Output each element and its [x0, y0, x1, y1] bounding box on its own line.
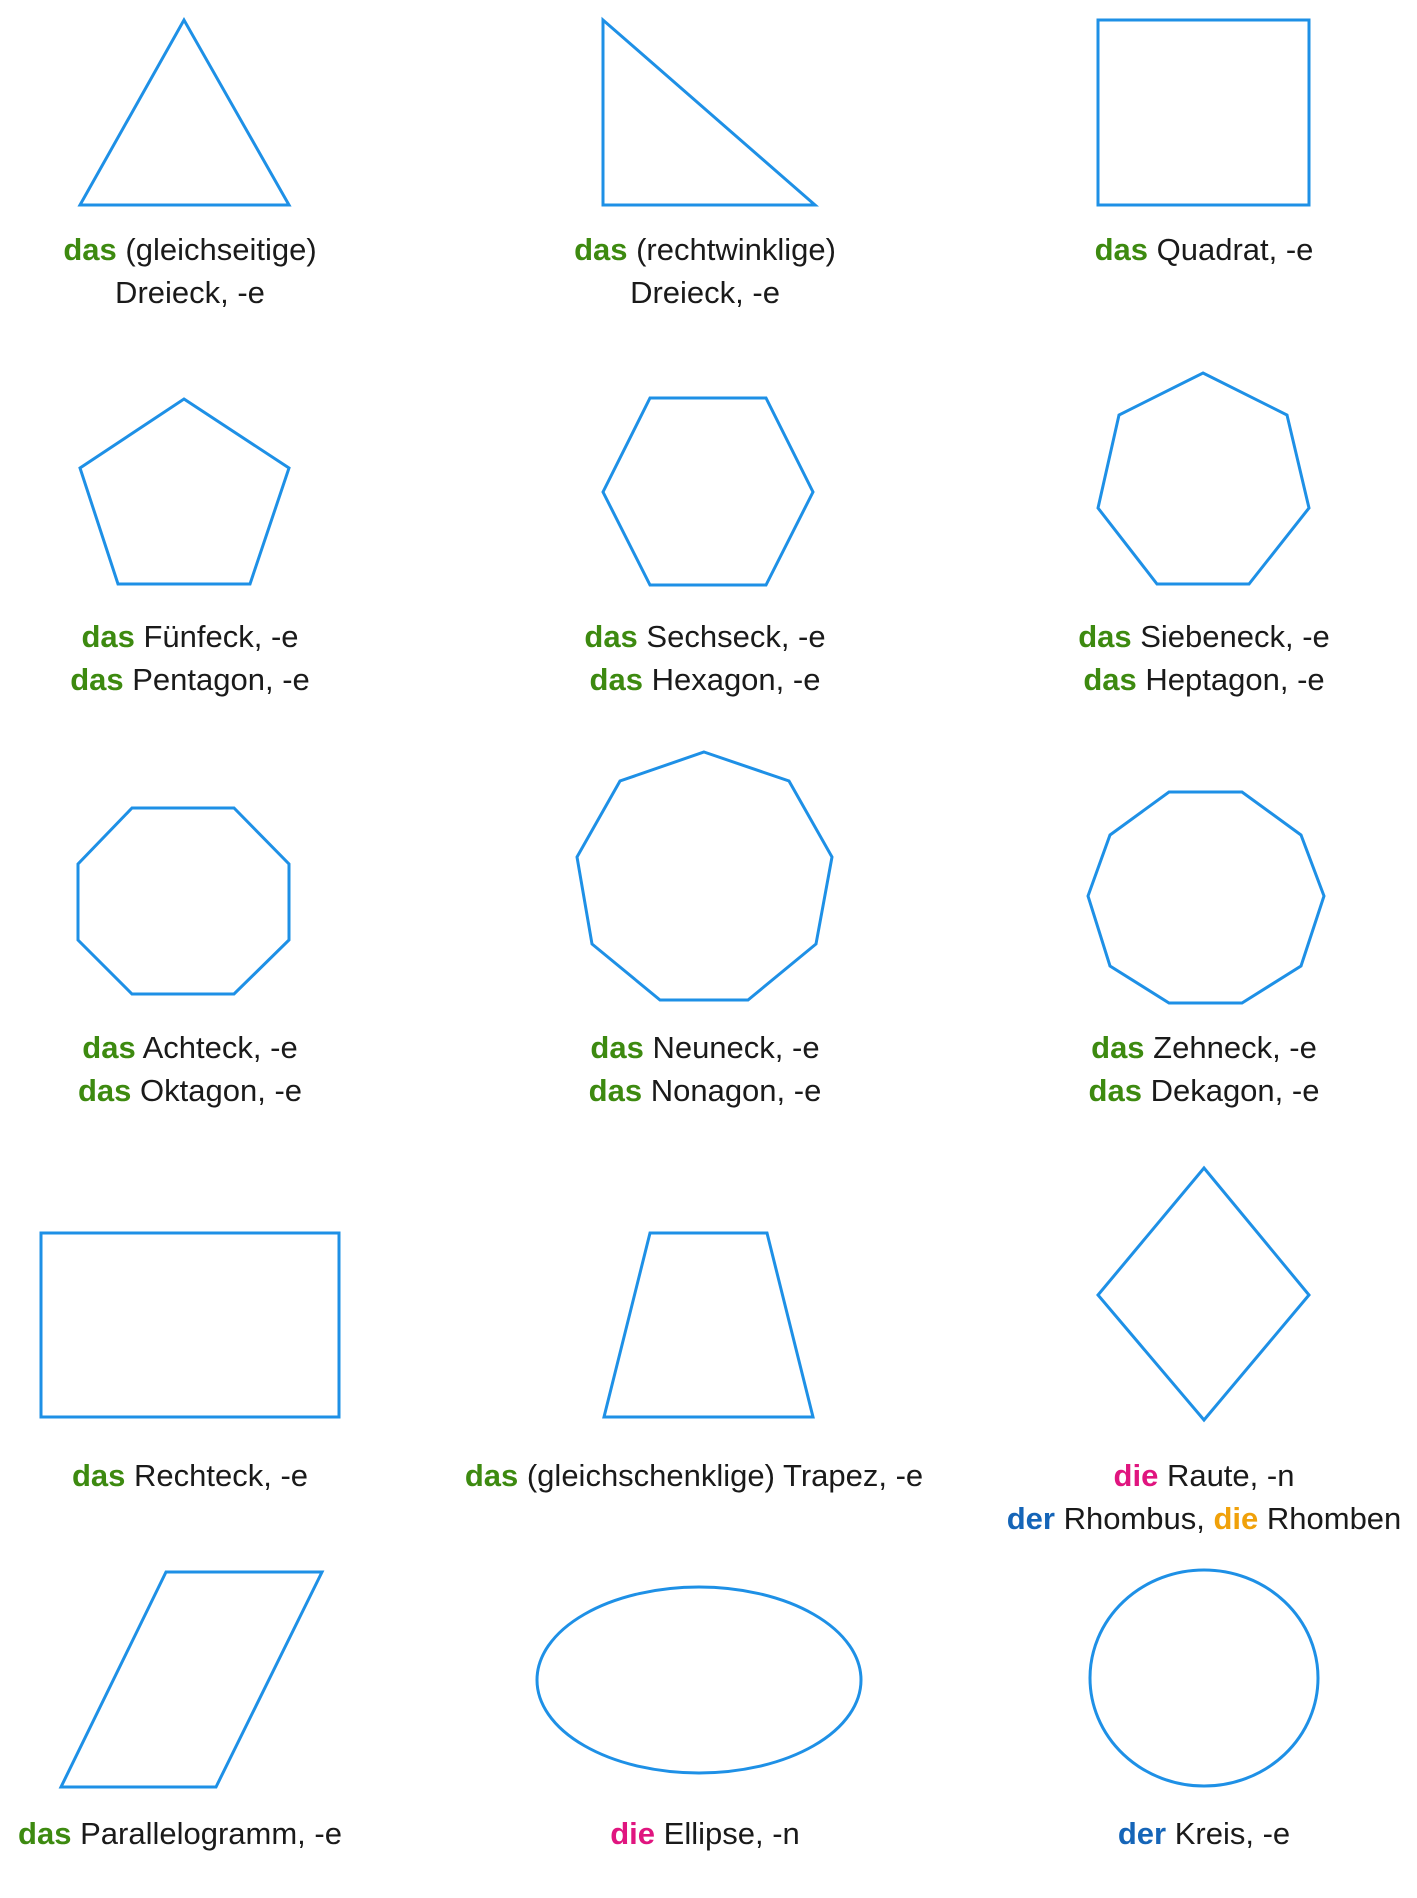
article: das: [584, 619, 638, 654]
label-triangle-right: [574, 228, 836, 314]
article: das: [574, 232, 628, 267]
label-line: [70, 615, 310, 658]
label-line: [1007, 1454, 1402, 1497]
label-pentagon: [70, 615, 310, 701]
article: das: [77, 1073, 132, 1108]
label-line: [1078, 615, 1330, 658]
trapezoid-shape: [604, 1233, 813, 1417]
noun-text: Sechseck, -e: [637, 619, 826, 654]
noun-text: Zehneck, -e: [1144, 1030, 1317, 1065]
label-rhombus: [1007, 1454, 1402, 1540]
article: die: [1113, 1458, 1159, 1493]
article: das: [1088, 1073, 1142, 1108]
article: der: [1117, 1816, 1167, 1851]
article: das: [1078, 619, 1132, 654]
article: das: [18, 1816, 72, 1851]
label-line: [1007, 1497, 1402, 1540]
article: das: [589, 662, 643, 697]
article: das: [81, 619, 135, 654]
label-square: [1095, 228, 1314, 271]
label-line: [574, 271, 836, 314]
noun-text: Raute, -n: [1158, 1458, 1295, 1493]
nonagon-shape: [577, 752, 832, 1000]
label-line: [1118, 1812, 1290, 1855]
heptagon-shape: [1098, 373, 1309, 584]
noun-text: Pentagon, -e: [123, 662, 310, 697]
square-shape: [1098, 20, 1309, 205]
label-hexagon: [584, 615, 825, 701]
label-octagon: [78, 1026, 302, 1112]
hexagon-shape: [603, 398, 813, 585]
label-line: [63, 271, 316, 314]
noun-text: Fünfeck, -e: [134, 619, 299, 654]
noun-text: Rhomben: [1258, 1501, 1402, 1536]
noun-text: Nonagon, -e: [642, 1073, 822, 1108]
noun-text: (gleichschenklige) Trapez, -e: [518, 1458, 924, 1493]
noun-text: Oktagon, -e: [131, 1073, 303, 1108]
label-line: [465, 1454, 923, 1497]
label-ellipse: [610, 1812, 800, 1855]
article: das: [71, 1458, 126, 1493]
noun-text: Siebeneck, -e: [1131, 619, 1330, 654]
article: die: [610, 1816, 656, 1851]
label-line: [1078, 658, 1330, 701]
label-line: [78, 1026, 302, 1069]
label-line: [589, 1069, 822, 1112]
noun-text: Dreieck, -e: [115, 275, 265, 310]
label-line: [574, 228, 836, 271]
label-trapezoid: [465, 1454, 923, 1497]
circle-shape: [1090, 1570, 1318, 1786]
ellipse-shape: [537, 1587, 861, 1773]
noun-text: Parallelogramm, -e: [71, 1816, 342, 1851]
article: die: [1213, 1501, 1259, 1536]
noun-text: (rechtwinklige): [627, 232, 836, 267]
article: das: [1083, 662, 1137, 697]
label-line: [18, 1812, 342, 1855]
label-line: [72, 1454, 308, 1497]
label-line: [584, 615, 825, 658]
label-line: [584, 658, 825, 701]
label-line: [1089, 1069, 1320, 1112]
label-line: [63, 228, 316, 271]
noun-text: Kreis, -e: [1166, 1816, 1291, 1851]
noun-text: Heptagon, -e: [1136, 662, 1325, 697]
pentagon-shape: [80, 399, 289, 584]
label-parallelogram: [18, 1812, 342, 1855]
article: das: [1091, 1030, 1145, 1065]
noun-text: Neuneck, -e: [643, 1030, 820, 1065]
label-line: [70, 658, 310, 701]
right-triangle-shape: [603, 20, 815, 205]
article: das: [63, 232, 117, 267]
noun-text: Rhombus,: [1054, 1501, 1214, 1536]
label-heptagon: [1078, 615, 1330, 701]
article: der: [1006, 1501, 1055, 1536]
article: das: [590, 1030, 644, 1065]
noun-text: Dekagon, -e: [1141, 1073, 1320, 1108]
label-line: [589, 1026, 822, 1069]
label-decagon: [1089, 1026, 1320, 1112]
noun-text: Ellipse, -n: [655, 1816, 800, 1851]
article: das: [464, 1458, 519, 1493]
noun-text: (gleichseitige): [116, 232, 317, 267]
label-line: [78, 1069, 302, 1112]
label-line: [1089, 1026, 1320, 1069]
label-nonagon: [589, 1026, 822, 1112]
noun-text: Achteck, -e: [135, 1030, 298, 1065]
article: das: [82, 1030, 136, 1065]
decagon-shape: [1088, 792, 1324, 1003]
parallelogram-shape: [61, 1572, 322, 1787]
noun-text: Dreieck, -e: [630, 275, 780, 310]
equilateral-triangle-shape: [80, 20, 289, 205]
article: das: [70, 662, 124, 697]
rhombus-shape: [1098, 1168, 1309, 1420]
label-circle: [1118, 1812, 1290, 1855]
label-triangle-equilateral: [63, 228, 316, 314]
octagon-shape: [78, 808, 289, 994]
label-line: [1095, 228, 1314, 271]
label-line: [610, 1812, 800, 1855]
noun-text: Rechteck, -e: [125, 1458, 309, 1493]
label-rectangle: [72, 1454, 308, 1497]
article: das: [1094, 232, 1148, 267]
article: das: [588, 1073, 643, 1108]
noun-text: Hexagon, -e: [642, 662, 821, 697]
noun-text: Quadrat, -e: [1148, 232, 1314, 267]
rectangle-shape: [41, 1233, 339, 1417]
